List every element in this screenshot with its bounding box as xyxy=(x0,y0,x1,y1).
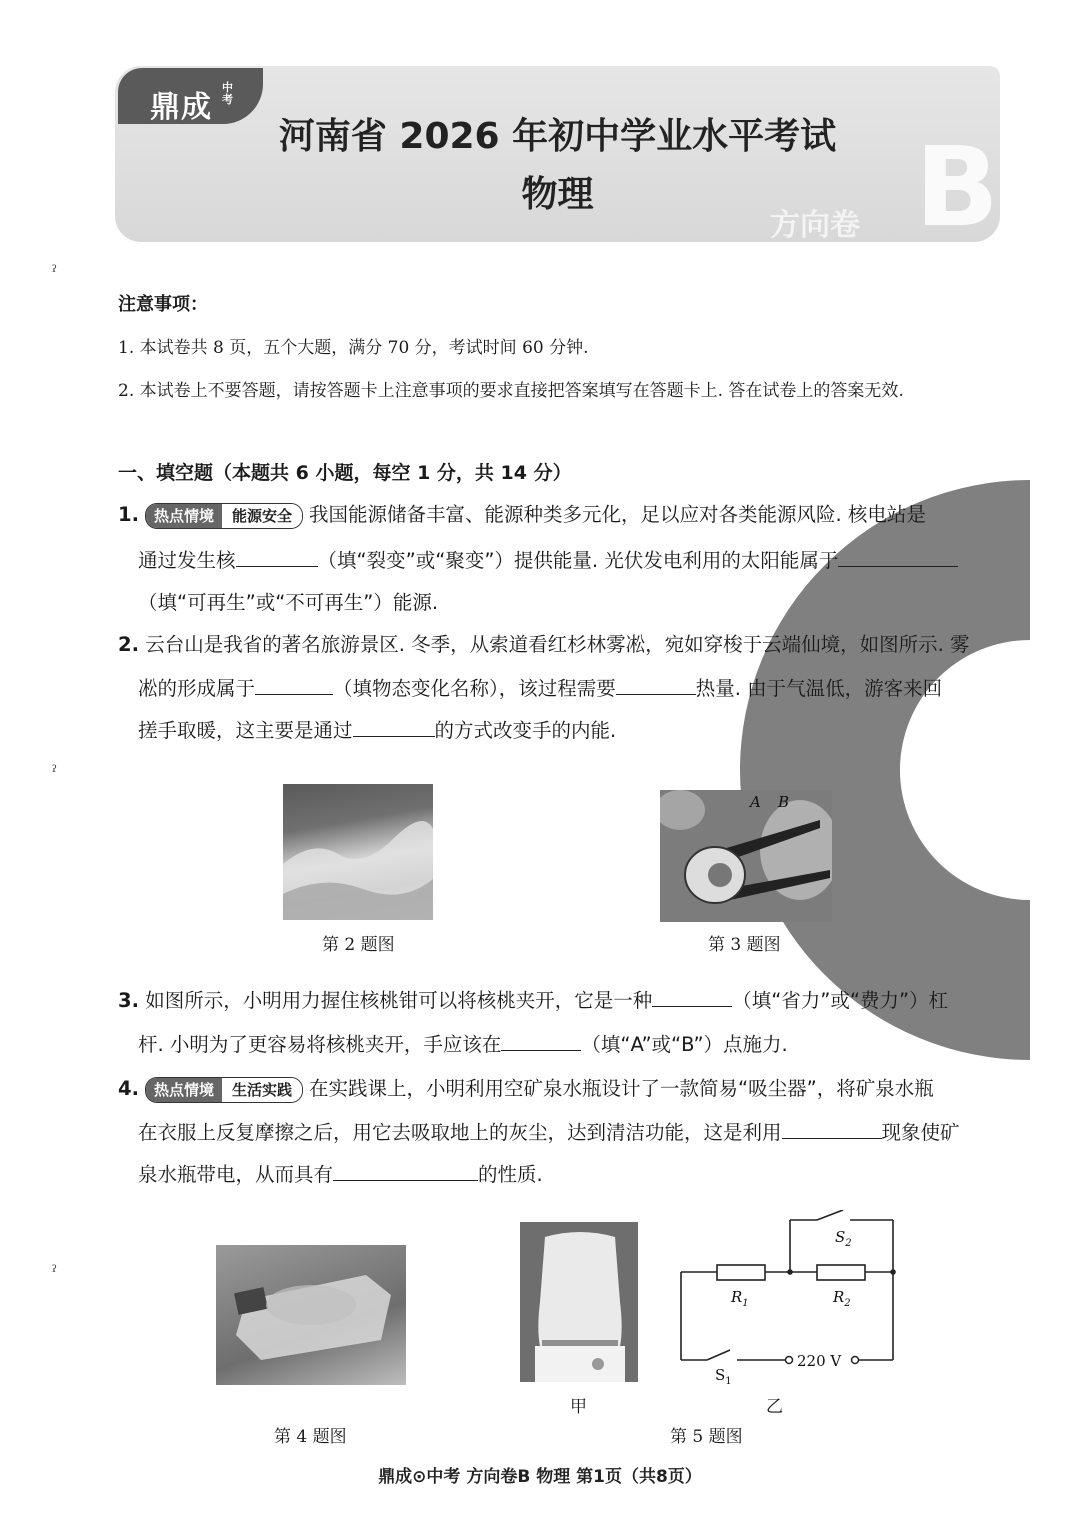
question-1-line-3: （填“可再生”或“不可再生”）能源. xyxy=(138,591,439,614)
question-text: 杆. 小明为了更容易将核桃夹开，手应该在 xyxy=(138,1033,502,1056)
tag-label: 热点情境 xyxy=(146,504,222,528)
exam-subject: 物理 xyxy=(521,174,594,215)
question-number: 3. xyxy=(118,989,139,1012)
answer-blank xyxy=(838,546,958,567)
question-text: 在实践课上，小明利用空矿泉水瓶设计了一款简易“吸尘器”，将矿泉水瓶 xyxy=(309,1077,934,1100)
voltage-label: 220 V xyxy=(797,1352,842,1370)
question-3-line-1 xyxy=(118,978,948,1024)
binding-mark: ˀ xyxy=(52,262,58,283)
question-text: 我国能源储备丰富、能源种类多元化，足以应对各类能源风险. 核电站是 xyxy=(309,503,926,526)
figure-4-caption: 第 4 题图 xyxy=(274,1427,347,1447)
question-number: 4. xyxy=(118,1077,139,1100)
junction-dot xyxy=(890,1269,896,1275)
question-3-line-2 xyxy=(138,1022,788,1068)
notice-item-2: 2. 本试卷上不要答题，请按答题卡上注意事项的要求直接把答案填写在答题卡上. 答在试卷上的答案无效. xyxy=(118,381,904,401)
exam-title: 河南省 2026 年初中学业水平考试 xyxy=(278,116,837,157)
point-a-label: A xyxy=(750,793,761,811)
question-1-line-2 xyxy=(138,538,958,584)
answer-blank xyxy=(652,986,732,1007)
question-text: 凇的形成属于 xyxy=(138,677,256,700)
answer-blank xyxy=(333,1160,478,1181)
tag-label: 热点情境 xyxy=(146,1078,222,1102)
circuit-diagram xyxy=(675,1210,905,1390)
tag-topic: 生活实践 xyxy=(222,1078,302,1102)
notices-heading: 注意事项： xyxy=(118,294,208,315)
question-text: （填“省力”或“费力”）杠 xyxy=(732,989,949,1012)
logo: 鼎成 xyxy=(150,90,212,125)
direction-label: 方向卷 xyxy=(770,208,860,243)
question-text: 通过发生核 xyxy=(138,549,236,572)
logo-superscript: 中考 xyxy=(222,81,233,106)
question-text: 搓手取暖，这主要是通过 xyxy=(138,719,353,742)
question-text: 的性质. xyxy=(478,1163,543,1186)
figure-5-caption: 第 5 题图 xyxy=(670,1427,743,1447)
page-footer: 鼎成⊙中考 方向卷B 物理 第1页（共8页） xyxy=(378,1467,702,1487)
resistor-r1-label: $R_1$ xyxy=(731,1288,749,1309)
question-text: 现象使矿 xyxy=(881,1121,960,1144)
terminal xyxy=(852,1357,859,1364)
question-4-line-2 xyxy=(138,1110,960,1156)
question-text: （填“裂变”或“聚变”）提供能量. 光伏发电利用的太阳能属于 xyxy=(317,549,839,572)
answer-blank xyxy=(353,716,435,737)
switch-s1-label: $S_1$ xyxy=(715,1366,732,1387)
question-text: 如图所示，小明用力握住核桃钳可以将核桃夹开，它是一种 xyxy=(145,989,653,1012)
question-4-line-1 xyxy=(118,1066,934,1112)
point-b-label: B xyxy=(778,793,790,811)
figure-5-label-yi: 乙 xyxy=(766,1397,783,1417)
walnut-cracker-photo xyxy=(660,790,832,922)
question-text: （填“A”或“B”）点施力. xyxy=(581,1033,788,1056)
plastic-bottle-photo xyxy=(216,1245,406,1385)
electric-kettle-photo xyxy=(520,1222,638,1382)
resistor-r2-label: $R_2$ xyxy=(833,1288,851,1309)
question-number: 2. xyxy=(118,633,139,656)
question-text: （填物态变化名称），该过程需要 xyxy=(333,677,616,700)
question-text: 泉水瓶带电，从而具有 xyxy=(138,1163,334,1186)
answer-blank xyxy=(501,1030,581,1051)
question-4-line-3 xyxy=(138,1152,543,1198)
binding-mark: ˀ xyxy=(52,1262,58,1283)
section-heading: 一、填空题（本题共 6 小题，每空 1 分，共 14 分） xyxy=(118,462,572,484)
figure-5-label-jia: 甲 xyxy=(570,1397,587,1417)
rime-photo xyxy=(283,784,433,920)
question-1-line-1 xyxy=(118,492,926,538)
question-2-line-3 xyxy=(138,708,616,754)
hot-topic-tag xyxy=(145,1077,303,1103)
answer-blank xyxy=(782,1118,882,1139)
junction-dot xyxy=(787,1269,793,1275)
figure-3-caption: 第 3 题图 xyxy=(708,935,781,955)
version-letter: B xyxy=(915,123,999,251)
question-2-line-2 xyxy=(138,666,942,712)
notice-item-1: 1. 本试卷共 8 页，五个大题，满分 70 分，考试时间 60 分钟. xyxy=(118,338,589,358)
question-text: 热量. 由于气温低，游客来回 xyxy=(695,677,943,700)
question-text: 云台山是我省的著名旅游景区. 冬季，从索道看红杉林雾凇，宛如穿梭于云端仙境，如图所示. 雾 xyxy=(145,633,970,656)
question-text: 在衣服上反复摩擦之后，用它去吸取地上的灰尘，达到清洁功能，这是利用 xyxy=(138,1121,782,1144)
hot-topic-tag xyxy=(145,503,303,529)
answer-blank xyxy=(616,674,696,695)
answer-blank xyxy=(255,674,333,695)
figure-2-caption: 第 2 题图 xyxy=(322,935,395,955)
tag-topic: 能源安全 xyxy=(222,504,302,528)
terminal xyxy=(786,1357,793,1364)
switch-s2-label: $S_2$ xyxy=(835,1228,852,1249)
answer-blank xyxy=(236,546,318,567)
question-text: 的方式改变手的内能. xyxy=(434,719,617,742)
binding-mark: ˀ xyxy=(52,762,58,783)
question-2-line-1 xyxy=(118,622,969,668)
question-number: 1. xyxy=(118,503,139,526)
